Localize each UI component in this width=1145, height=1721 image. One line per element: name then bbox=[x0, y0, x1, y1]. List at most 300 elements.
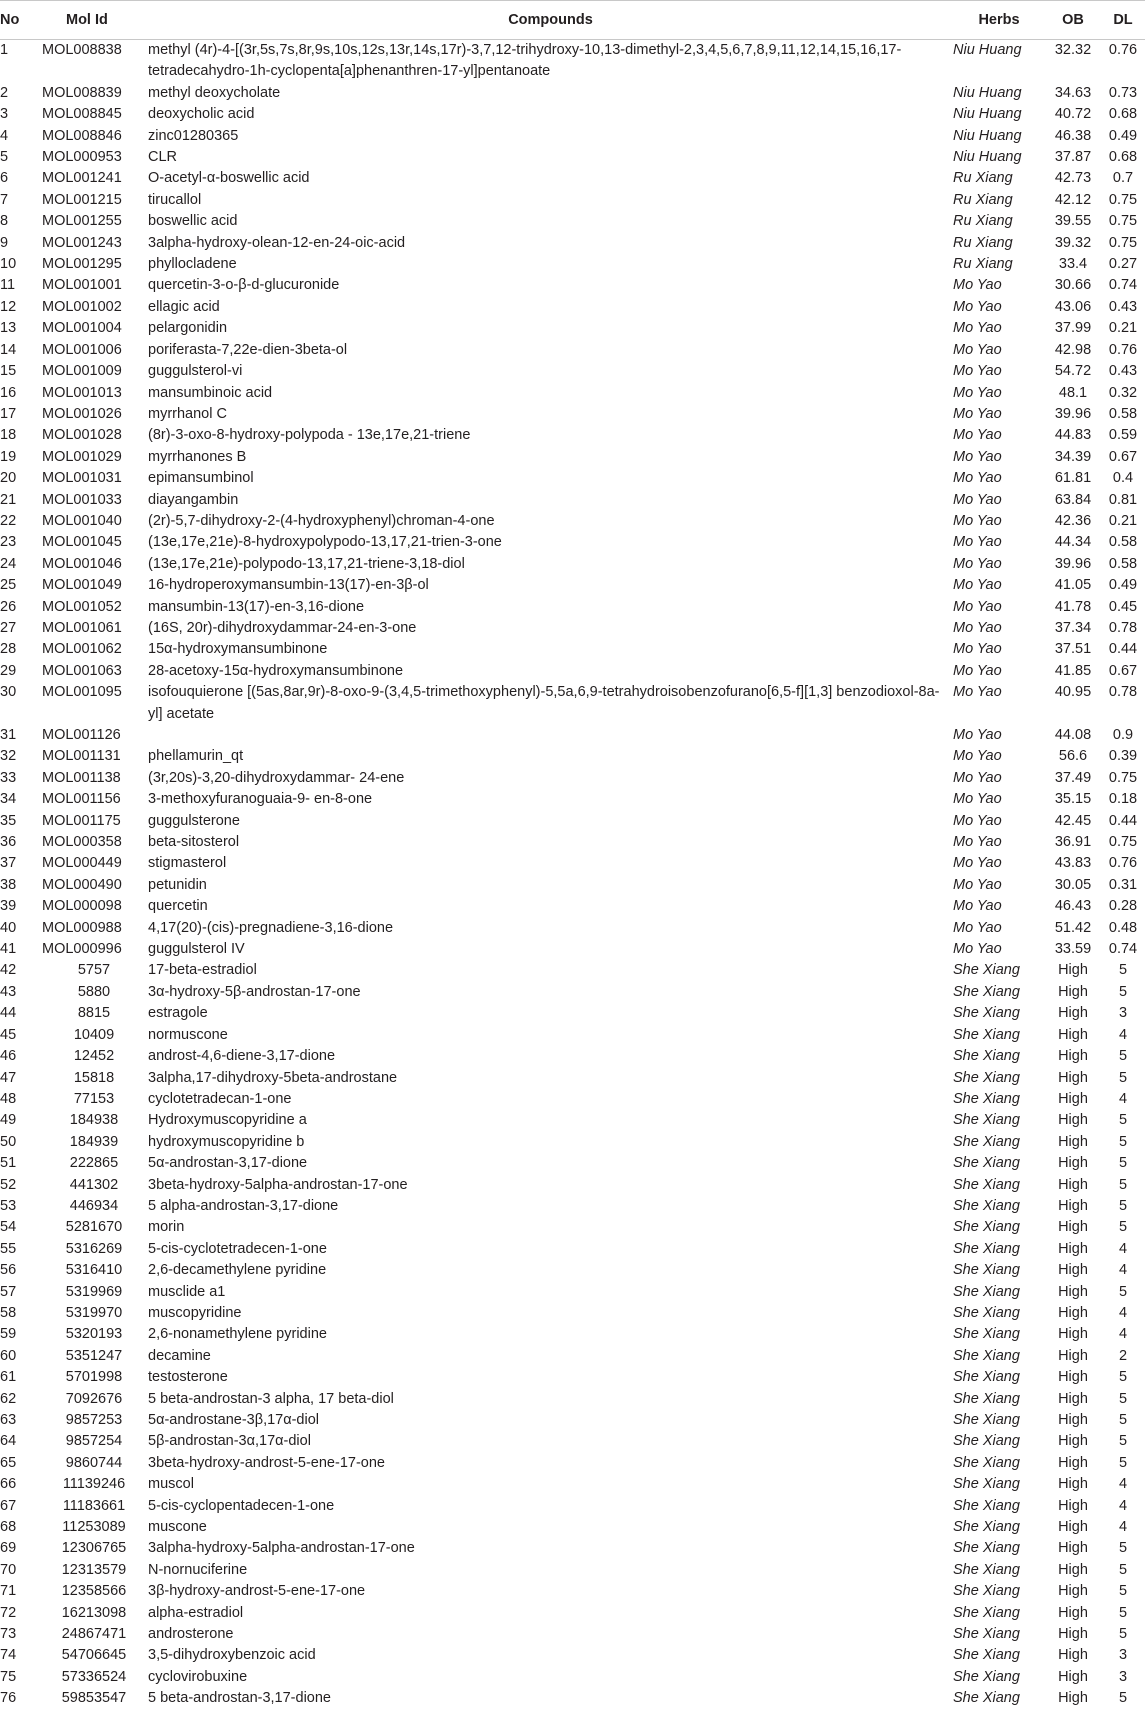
cell-no: 20 bbox=[0, 470, 17, 487]
cell-herb: She Xiang bbox=[953, 1347, 1020, 1364]
cell-ob: High bbox=[1058, 1176, 1088, 1193]
cell-herb: Mo Yao bbox=[953, 470, 1002, 487]
cell-ob: High bbox=[1058, 1283, 1088, 1300]
cell-herb: She Xiang bbox=[953, 1412, 1020, 1428]
table-row bbox=[0, 1645, 1145, 1666]
cell-dl: 3 bbox=[1118, 1668, 1128, 1685]
cell-compound: Hydroxymuscopyridine a bbox=[148, 1112, 307, 1129]
cell-mol-id: MOL001062 bbox=[42, 641, 122, 658]
cell-ob: High bbox=[1058, 1347, 1088, 1364]
cell-herb: She Xiang bbox=[953, 962, 1020, 979]
cell-dl: 5 bbox=[1118, 1069, 1128, 1086]
cell-herb: Niu Huang bbox=[953, 127, 1022, 144]
cell-herb: Mo Yao bbox=[953, 941, 1002, 958]
cell-mol-id: 5701998 bbox=[65, 1369, 123, 1386]
table-row bbox=[0, 575, 1145, 596]
cell-no: 41 bbox=[0, 941, 17, 958]
cell-herb: She Xiang bbox=[953, 1454, 1020, 1471]
cell-mol-id: 10409 bbox=[73, 1026, 115, 1043]
cell-ob: 42.45 bbox=[1054, 812, 1092, 829]
cell-compound: boswellic acid bbox=[148, 213, 238, 230]
cell-herb: Mo Yao bbox=[953, 898, 1002, 915]
cell-compound: 3alpha-hydroxy-5alpha-androstan-17-one bbox=[148, 1540, 415, 1557]
cell-dl: 5 bbox=[1118, 1540, 1128, 1557]
cell-mol-id: 9860744 bbox=[65, 1454, 123, 1471]
table-header-row bbox=[0, 1, 1145, 40]
table-row bbox=[0, 832, 1145, 853]
cell-ob: 32.32 bbox=[1054, 42, 1092, 58]
cell-mol-id: 5281670 bbox=[65, 1219, 123, 1236]
cell-no: 51 bbox=[0, 1155, 17, 1172]
cell-ob: 42.73 bbox=[1054, 170, 1092, 187]
cell-mol-id: MOL000449 bbox=[42, 855, 122, 872]
cell-ob: High bbox=[1058, 1497, 1088, 1514]
cell-compound: isofouquierone [(5as,8ar,9r)-8-oxo-9-(3,4,5-trimethoxyphenyl)-5,5a,6,9-tetrahydroisobenzofurano[6,5-f][1,3] benzodioxol-8a-yl] acetate bbox=[148, 684, 940, 722]
cell-mol-id: MOL001255 bbox=[42, 213, 122, 230]
cell-compound: 3,5-dihydroxybenzoic acid bbox=[148, 1647, 316, 1664]
cell-ob: High bbox=[1058, 1668, 1088, 1685]
cell-herb: Mo Yao bbox=[953, 619, 1002, 636]
cell-compound: 5-cis-cyclotetradecen-1-one bbox=[148, 1240, 327, 1257]
table-row bbox=[0, 811, 1145, 832]
cell-dl: 5 bbox=[1118, 1433, 1128, 1450]
cell-mol-id: 11183661 bbox=[62, 1497, 126, 1514]
cell-compound: epimansumbinol bbox=[148, 470, 254, 487]
cell-mol-id: MOL008839 bbox=[42, 84, 122, 101]
cell-no: 7 bbox=[0, 191, 9, 208]
cell-no: 29 bbox=[0, 662, 17, 679]
cell-no: 36 bbox=[0, 834, 17, 851]
cell-compound: guggulsterol-vi bbox=[148, 363, 243, 380]
cell-herb: Mo Yao bbox=[953, 834, 1002, 851]
cell-dl: 0.76 bbox=[1108, 341, 1138, 358]
cell-dl: 0.75 bbox=[1108, 834, 1138, 851]
cell-no: 15 bbox=[0, 363, 17, 380]
cell-dl: 5 bbox=[1118, 1390, 1128, 1407]
table-row bbox=[0, 190, 1145, 211]
cell-mol-id: 5351247 bbox=[65, 1347, 123, 1364]
cell-ob: High bbox=[1058, 1262, 1088, 1279]
cell-mol-id: 5316269 bbox=[65, 1240, 123, 1257]
cell-no: 21 bbox=[0, 491, 17, 508]
cell-ob: 35.15 bbox=[1054, 791, 1092, 808]
cell-mol-id: MOL001029 bbox=[42, 448, 122, 465]
cell-mol-id: 5320193 bbox=[65, 1326, 123, 1343]
cell-compound: 5 beta-androstan-3,17-dione bbox=[148, 1690, 331, 1707]
cell-ob: 34.39 bbox=[1054, 448, 1092, 465]
cell-mol-id: MOL001004 bbox=[42, 320, 122, 337]
cell-dl: 0.81 bbox=[1108, 491, 1138, 508]
cell-ob: High bbox=[1058, 1304, 1088, 1321]
cell-mol-id: 8815 bbox=[77, 1005, 111, 1022]
cell-herb: She Xiang bbox=[953, 1262, 1020, 1279]
cell-no: 40 bbox=[0, 919, 17, 936]
cell-dl: 0.68 bbox=[1108, 149, 1138, 166]
cell-compound: CLR bbox=[148, 149, 178, 166]
table-row bbox=[0, 1667, 1145, 1688]
table-row bbox=[0, 1260, 1145, 1281]
cell-ob: 44.34 bbox=[1054, 534, 1092, 551]
cell-dl: 0.7 bbox=[1112, 170, 1134, 187]
cell-compound: 17-beta-estradiol bbox=[148, 962, 257, 979]
cell-mol-id: 7092676 bbox=[65, 1390, 123, 1407]
cell-ob: 39.32 bbox=[1054, 234, 1092, 251]
cell-herb: Mo Yao bbox=[953, 684, 1002, 701]
cell-no: 32 bbox=[0, 748, 17, 765]
cell-no: 12 bbox=[0, 298, 17, 315]
cell-ob: 46.43 bbox=[1054, 898, 1092, 915]
cell-ob: 61.81 bbox=[1054, 470, 1092, 487]
cell-no: 73 bbox=[0, 1626, 17, 1643]
cell-herb: Mo Yao bbox=[953, 534, 1002, 551]
cell-mol-id: 11253089 bbox=[62, 1519, 126, 1536]
header-no: No bbox=[0, 1, 40, 40]
cell-herb: Mo Yao bbox=[953, 876, 1002, 893]
cell-herb: Mo Yao bbox=[953, 641, 1002, 658]
cell-herb: She Xiang bbox=[953, 1048, 1020, 1065]
cell-dl: 0.59 bbox=[1108, 427, 1138, 444]
cell-no: 17 bbox=[0, 405, 17, 422]
cell-no: 52 bbox=[0, 1176, 17, 1193]
cell-mol-id: MOL001046 bbox=[42, 555, 122, 572]
table-row bbox=[0, 340, 1145, 361]
cell-no: 10 bbox=[0, 256, 17, 273]
cell-no: 1 bbox=[0, 42, 9, 58]
cell-compound: 3beta-hydroxy-5alpha-androstan-17-one bbox=[148, 1176, 408, 1193]
cell-no: 5 bbox=[0, 149, 9, 166]
cell-mol-id: 5319970 bbox=[65, 1304, 123, 1321]
cell-herb: She Xiang bbox=[953, 1604, 1020, 1621]
cell-ob: 41.78 bbox=[1054, 598, 1092, 615]
cell-no: 76 bbox=[0, 1690, 17, 1707]
cell-compound: normuscone bbox=[148, 1026, 228, 1043]
cell-dl: 0.78 bbox=[1108, 619, 1138, 636]
cell-herb: Mo Yao bbox=[953, 491, 1002, 508]
cell-no: 59 bbox=[0, 1326, 17, 1343]
cell-ob: High bbox=[1058, 1069, 1088, 1086]
cell-compound: alpha-estradiol bbox=[148, 1604, 244, 1621]
cell-herb: She Xiang bbox=[953, 1519, 1020, 1536]
cell-no: 2 bbox=[0, 84, 9, 101]
cell-mol-id: MOL008845 bbox=[42, 106, 122, 123]
cell-dl: 5 bbox=[1118, 1561, 1128, 1578]
cell-herb: Mo Yao bbox=[953, 448, 1002, 465]
cell-no: 37 bbox=[0, 855, 17, 872]
table-row bbox=[0, 1389, 1145, 1410]
cell-dl: 0.75 bbox=[1108, 213, 1138, 230]
cell-herb: She Xiang bbox=[953, 1112, 1020, 1129]
cell-compound: N-nornuciferine bbox=[148, 1561, 248, 1578]
cell-ob: High bbox=[1058, 1647, 1088, 1664]
header-compounds: Compounds bbox=[148, 1, 953, 40]
table-row bbox=[0, 1282, 1145, 1303]
cell-no: 54 bbox=[0, 1219, 17, 1236]
cell-compound: tirucallol bbox=[148, 191, 202, 208]
cell-dl: 5 bbox=[1118, 1112, 1128, 1129]
cell-no: 50 bbox=[0, 1133, 17, 1150]
cell-herb: Mo Yao bbox=[953, 341, 1002, 358]
cell-dl: 0.49 bbox=[1108, 577, 1138, 594]
cell-dl: 4 bbox=[1118, 1026, 1128, 1043]
cell-herb: She Xiang bbox=[953, 1026, 1020, 1043]
cell-compound: androsterone bbox=[148, 1626, 234, 1643]
cell-ob: High bbox=[1058, 1604, 1088, 1621]
cell-mol-id: 9857254 bbox=[65, 1433, 123, 1450]
cell-herb: Ru Xiang bbox=[953, 170, 1013, 187]
cell-dl: 0.44 bbox=[1108, 641, 1138, 658]
cell-mol-id: 57336524 bbox=[61, 1668, 127, 1685]
cell-dl: 0.75 bbox=[1108, 234, 1138, 251]
cell-dl: 0.4 bbox=[1112, 470, 1134, 487]
cell-no: 38 bbox=[0, 876, 17, 893]
cell-herb: Niu Huang bbox=[953, 84, 1022, 101]
table-row bbox=[0, 490, 1145, 511]
cell-compound: methyl deoxycholate bbox=[148, 84, 281, 101]
cell-compound: poriferasta-7,22e-dien-3beta-ol bbox=[148, 341, 348, 358]
cell-compound: 5α-androstan-3,17-dione bbox=[148, 1155, 308, 1172]
cell-dl: 0.48 bbox=[1108, 919, 1138, 936]
cell-mol-id: MOL000490 bbox=[42, 876, 122, 893]
table-row bbox=[0, 1560, 1145, 1581]
cell-herb: She Xiang bbox=[953, 1540, 1020, 1557]
cell-dl: 0.68 bbox=[1108, 106, 1138, 123]
cell-ob: 56.6 bbox=[1058, 748, 1088, 765]
cell-dl: 0.43 bbox=[1108, 298, 1138, 315]
cell-ob: 44.08 bbox=[1054, 727, 1092, 743]
cell-herb: She Xiang bbox=[953, 1283, 1020, 1300]
table-row bbox=[0, 1581, 1145, 1602]
cell-compound: musclide a1 bbox=[148, 1283, 226, 1300]
cell-no: 60 bbox=[0, 1347, 17, 1364]
cell-compound: O-acetyl-α-boswellic acid bbox=[148, 170, 310, 187]
cell-herb: Mo Yao bbox=[953, 919, 1002, 936]
cell-ob: 33.59 bbox=[1054, 941, 1092, 958]
cell-dl: 0.67 bbox=[1108, 448, 1138, 465]
cell-no: 27 bbox=[0, 619, 17, 636]
cell-ob: High bbox=[1058, 1048, 1088, 1065]
cell-no: 23 bbox=[0, 534, 17, 551]
cell-dl: 0.74 bbox=[1108, 941, 1138, 958]
cell-herb: Mo Yao bbox=[953, 298, 1002, 315]
cell-mol-id: MOL001009 bbox=[42, 363, 122, 380]
cell-mol-id: 12358566 bbox=[61, 1583, 127, 1600]
cell-dl: 0.58 bbox=[1108, 534, 1138, 551]
cell-mol-id: 59853547 bbox=[61, 1690, 127, 1707]
cell-compound: 2,6-nonamethylene pyridine bbox=[148, 1326, 327, 1343]
cell-herb: She Xiang bbox=[953, 1176, 1020, 1193]
table-row bbox=[0, 1517, 1145, 1538]
cell-no: 62 bbox=[0, 1390, 17, 1407]
cell-no: 68 bbox=[0, 1519, 17, 1536]
cell-ob: 48.1 bbox=[1058, 384, 1088, 401]
cell-mol-id: 12452 bbox=[73, 1048, 115, 1065]
cell-compound: 28-acetoxy-15α-hydroxymansumbinone bbox=[148, 662, 404, 679]
cell-no: 19 bbox=[0, 448, 17, 465]
cell-ob: 43.06 bbox=[1054, 298, 1092, 315]
cell-no: 69 bbox=[0, 1540, 17, 1557]
cell-compound: pelargonidin bbox=[148, 320, 228, 337]
cell-ob: High bbox=[1058, 1112, 1088, 1129]
cell-herb: Mo Yao bbox=[953, 598, 1002, 615]
cell-ob: 63.84 bbox=[1054, 491, 1092, 508]
table-row bbox=[0, 1453, 1145, 1474]
cell-no: 39 bbox=[0, 898, 17, 915]
cell-dl: 4 bbox=[1118, 1326, 1128, 1343]
cell-no: 49 bbox=[0, 1112, 17, 1129]
header-ob: OB bbox=[1045, 1, 1101, 40]
cell-ob: 34.63 bbox=[1054, 84, 1092, 101]
cell-dl: 0.21 bbox=[1108, 512, 1138, 529]
cell-herb: Mo Yao bbox=[953, 855, 1002, 872]
cell-dl: 5 bbox=[1118, 1626, 1128, 1643]
cell-compound: (16S, 20r)-dihydroxydammar-24-en-3-one bbox=[148, 619, 417, 636]
cell-mol-id: MOL001063 bbox=[42, 662, 122, 679]
table-row bbox=[0, 1324, 1145, 1345]
cell-no: 43 bbox=[0, 983, 17, 1000]
cell-mol-id: 184939 bbox=[69, 1133, 119, 1150]
cell-mol-id: 11139246 bbox=[62, 1476, 126, 1493]
table-row bbox=[0, 1474, 1145, 1495]
cell-herb: She Xiang bbox=[953, 1476, 1020, 1493]
cell-mol-id: MOL001006 bbox=[42, 341, 122, 358]
cell-compound: 16-hydroperoxymansumbin-13(17)-en-3β-ol bbox=[148, 577, 429, 594]
cell-herb: Mo Yao bbox=[953, 748, 1002, 765]
cell-compound: deoxycholic acid bbox=[148, 106, 255, 123]
cell-ob: 37.87 bbox=[1054, 149, 1092, 166]
cell-no: 22 bbox=[0, 512, 17, 529]
cell-ob: 40.72 bbox=[1054, 106, 1092, 123]
cell-dl: 4 bbox=[1118, 1519, 1128, 1536]
cell-ob: 51.42 bbox=[1054, 919, 1092, 936]
cell-no: 14 bbox=[0, 341, 17, 358]
cell-dl: 5 bbox=[1118, 1219, 1128, 1236]
table-row bbox=[0, 1624, 1145, 1645]
cell-mol-id: 222865 bbox=[69, 1155, 119, 1172]
cell-compound: mansumbinoic acid bbox=[148, 384, 273, 401]
cell-mol-id: MOL001295 bbox=[42, 256, 122, 273]
table-row bbox=[0, 1303, 1145, 1324]
table-row bbox=[0, 1496, 1145, 1517]
cell-herb: Ru Xiang bbox=[953, 213, 1013, 230]
table-row bbox=[0, 1603, 1145, 1624]
cell-herb: She Xiang bbox=[953, 1668, 1020, 1685]
cell-compound: 3α-hydroxy-5β-androstan-17-one bbox=[148, 983, 361, 1000]
cell-ob: High bbox=[1058, 1454, 1088, 1471]
cell-compound: stigmasterol bbox=[148, 855, 227, 872]
table-row bbox=[0, 1089, 1145, 1110]
cell-herb: Mo Yao bbox=[953, 427, 1002, 444]
cell-herb: Mo Yao bbox=[953, 662, 1002, 679]
cell-mol-id: MOL000988 bbox=[42, 919, 122, 936]
cell-dl: 4 bbox=[1118, 1304, 1128, 1321]
table-row bbox=[0, 511, 1145, 532]
cell-ob: 37.49 bbox=[1054, 769, 1092, 786]
table-row bbox=[0, 361, 1145, 382]
table-row bbox=[0, 875, 1145, 896]
table-row bbox=[0, 1239, 1145, 1260]
table-row bbox=[0, 383, 1145, 404]
cell-mol-id: MOL001031 bbox=[42, 470, 122, 487]
cell-dl: 5 bbox=[1118, 1369, 1128, 1386]
cell-herb: Niu Huang bbox=[953, 149, 1022, 166]
cell-ob: High bbox=[1058, 1390, 1088, 1407]
cell-no: 34 bbox=[0, 791, 17, 808]
cell-mol-id: MOL001040 bbox=[42, 512, 122, 529]
cell-ob: 36.91 bbox=[1054, 834, 1092, 851]
cell-compound: (3r,20s)-3,20-dihydroxydammar- 24-ene bbox=[148, 769, 405, 786]
cell-herb: Mo Yao bbox=[953, 791, 1002, 808]
cell-compound: 15α-hydroxymansumbinone bbox=[148, 641, 328, 658]
cell-mol-id: MOL000996 bbox=[42, 941, 122, 958]
cell-herb: Mo Yao bbox=[953, 812, 1002, 829]
table-row bbox=[0, 532, 1145, 553]
cell-dl: 4 bbox=[1118, 1262, 1128, 1279]
cell-compound: muscone bbox=[148, 1519, 207, 1536]
cell-no: 35 bbox=[0, 812, 17, 829]
table-row bbox=[0, 275, 1145, 296]
table-row bbox=[0, 1688, 1145, 1709]
cell-no: 63 bbox=[0, 1412, 17, 1428]
table-row bbox=[0, 1046, 1145, 1067]
cell-ob: 30.05 bbox=[1054, 876, 1092, 893]
cell-herb: Ru Xiang bbox=[953, 234, 1013, 251]
table-row bbox=[0, 211, 1145, 232]
cell-dl: 5 bbox=[1118, 1690, 1128, 1707]
cell-mol-id: MOL000358 bbox=[42, 834, 122, 851]
table-row bbox=[0, 297, 1145, 318]
cell-mol-id: 77153 bbox=[73, 1090, 115, 1107]
cell-no: 57 bbox=[0, 1283, 17, 1300]
table-row bbox=[0, 147, 1145, 168]
cell-dl: 3 bbox=[1118, 1647, 1128, 1664]
cell-no: 3 bbox=[0, 106, 9, 123]
cell-mol-id: MOL001243 bbox=[42, 234, 122, 251]
cell-dl: 4 bbox=[1118, 1090, 1128, 1107]
cell-compound: phellamurin_qt bbox=[148, 748, 244, 765]
cell-herb: She Xiang bbox=[953, 1647, 1020, 1664]
cell-herb: She Xiang bbox=[953, 1583, 1020, 1600]
cell-dl: 5 bbox=[1118, 1454, 1128, 1471]
cell-compound: muscopyridine bbox=[148, 1304, 242, 1321]
cell-compound: methyl (4r)-4-[(3r,5s,7s,8r,9s,10s,12s,13r,14s,17r)-3,7,12-trihydroxy-10,13-dimethyl-2,3,4,5,6,7,8,9,11,12,14,15,16,17-tetradecahydro-1h-cyclopenta[a]phenanthren-17-yl]pentanoate bbox=[148, 42, 902, 80]
cell-ob: High bbox=[1058, 1240, 1088, 1257]
cell-dl: 0.31 bbox=[1108, 876, 1138, 893]
cell-herb: She Xiang bbox=[953, 1497, 1020, 1514]
cell-mol-id: 12306765 bbox=[61, 1540, 127, 1557]
cell-compound: 3alpha-hydroxy-olean-12-en-24-oic-acid bbox=[148, 234, 406, 251]
cell-compound: 3-methoxyfuranoguaia-9- en-8-one bbox=[148, 791, 373, 808]
table-row bbox=[0, 918, 1145, 939]
header-herbs: Herbs bbox=[953, 1, 1045, 40]
cell-ob: High bbox=[1058, 1476, 1088, 1493]
cell-mol-id: MOL001175 bbox=[42, 812, 121, 829]
cell-dl: 0.45 bbox=[1108, 598, 1138, 615]
cell-compound: androst-4,6-diene-3,17-dione bbox=[148, 1048, 336, 1065]
cell-mol-id: MOL001026 bbox=[42, 405, 122, 422]
table-row bbox=[0, 853, 1145, 874]
cell-mol-id: 54706645 bbox=[61, 1647, 127, 1664]
cell-mol-id: 9857253 bbox=[65, 1412, 123, 1428]
cell-ob: High bbox=[1058, 1583, 1088, 1600]
cell-ob: 41.05 bbox=[1054, 577, 1092, 594]
cell-ob: 39.96 bbox=[1054, 405, 1092, 422]
table-row bbox=[0, 425, 1145, 446]
cell-ob: High bbox=[1058, 1369, 1088, 1386]
cell-compound: quercetin-3-o-β-d-glucuronide bbox=[148, 277, 340, 294]
cell-mol-id: MOL001061 bbox=[42, 619, 122, 636]
cell-mol-id: MOL001126 bbox=[42, 727, 121, 743]
cell-no: 44 bbox=[0, 1005, 17, 1022]
